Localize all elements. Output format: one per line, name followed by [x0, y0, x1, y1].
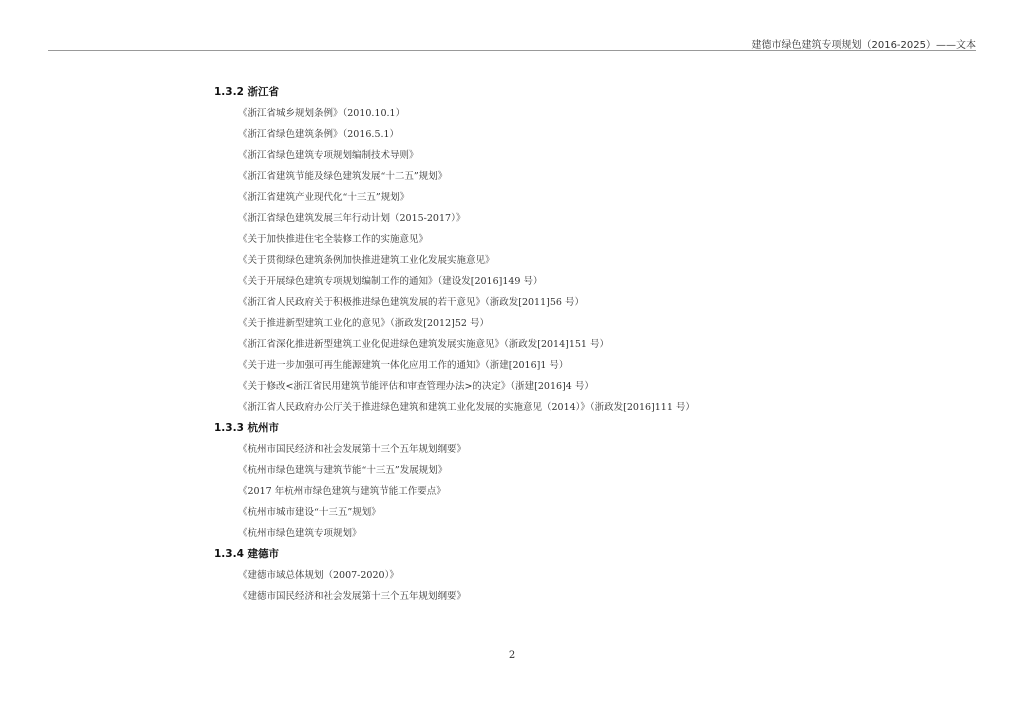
list-item: 《关于进一步加强可再生能源建筑一体化应用工作的通知》（浙建[2016]1 号）: [238, 360, 569, 371]
list-item: 《浙江省绿色建筑条例》（2016.5.1）: [238, 129, 400, 140]
list-item: 《浙江省绿色建筑专项规划编制技术导则》: [238, 150, 419, 161]
list-item: 《关于开展绿色建筑专项规划编制工作的通知》（建设发[2016]149 号）: [238, 276, 543, 287]
list-item: 《浙江省建筑节能及绿色建筑发展“十二五”规划》: [238, 171, 448, 182]
header-divider: [48, 50, 976, 51]
document-body: [214, 82, 954, 607]
section-heading: 1.3.2 浙江省: [214, 86, 280, 98]
section-heading: 1.3.3 杭州市: [214, 422, 280, 434]
page-number: 2: [508, 650, 516, 661]
list-item: 《浙江省绿色建筑发展三年行动计划（2015-2017）》: [238, 213, 466, 224]
list-item: 《关于修改<浙江省民用建筑节能评估和审查管理办法>的决定》（浙建[2016]4 号）: [238, 381, 594, 392]
list-item: 《关于贯彻绿色建筑条例加快推进建筑工业化发展实施意见》: [238, 255, 495, 266]
section-heading: 1.3.4 建德市: [214, 548, 280, 560]
list-item: 《杭州市城市建设“十三五”规划》: [238, 507, 381, 518]
list-item: 《关于加快推进住宅全装修工作的实施意见》: [238, 234, 429, 245]
list-item: 《浙江省人民政府办公厅关于推进绿色建筑和建筑工业化发展的实施意见（2014）》（浙政发[2016]111 号）: [238, 402, 695, 413]
document-header-title: 建德市绿色建筑专项规划（2016-2025）——文本: [751, 40, 976, 51]
list-item: 《浙江省深化推进新型建筑工业化促进绿色建筑发展实施意见》（浙政发[2014]151 号）: [238, 339, 609, 350]
list-item: 《杭州市国民经济和社会发展第十三个五年规划纲要》: [238, 444, 467, 455]
list-item: 《杭州市绿色建筑专项规划》: [238, 528, 362, 539]
list-item: 《2017 年杭州市绿色建筑与建筑节能工作要点》: [238, 486, 446, 497]
list-item: 《杭州市绿色建筑与建筑节能“十三五”发展规划》: [238, 465, 448, 476]
list-item: 《关于推进新型建筑工业化的意见》（浙政发[2012]52 号）: [238, 318, 489, 329]
list-item: 《建德市国民经济和社会发展第十三个五年规划纲要》: [238, 591, 467, 602]
list-item: 《浙江省人民政府关于积极推进绿色建筑发展的若干意见》（浙政发[2011]56 号）: [238, 297, 584, 308]
list-item: 《浙江省建筑产业现代化“十三五”规划》: [238, 192, 410, 203]
list-item: 《浙江省城乡规划条例》（2010.10.1）: [238, 108, 406, 119]
list-item: 《建德市域总体规划（2007-2020）》: [238, 570, 399, 581]
